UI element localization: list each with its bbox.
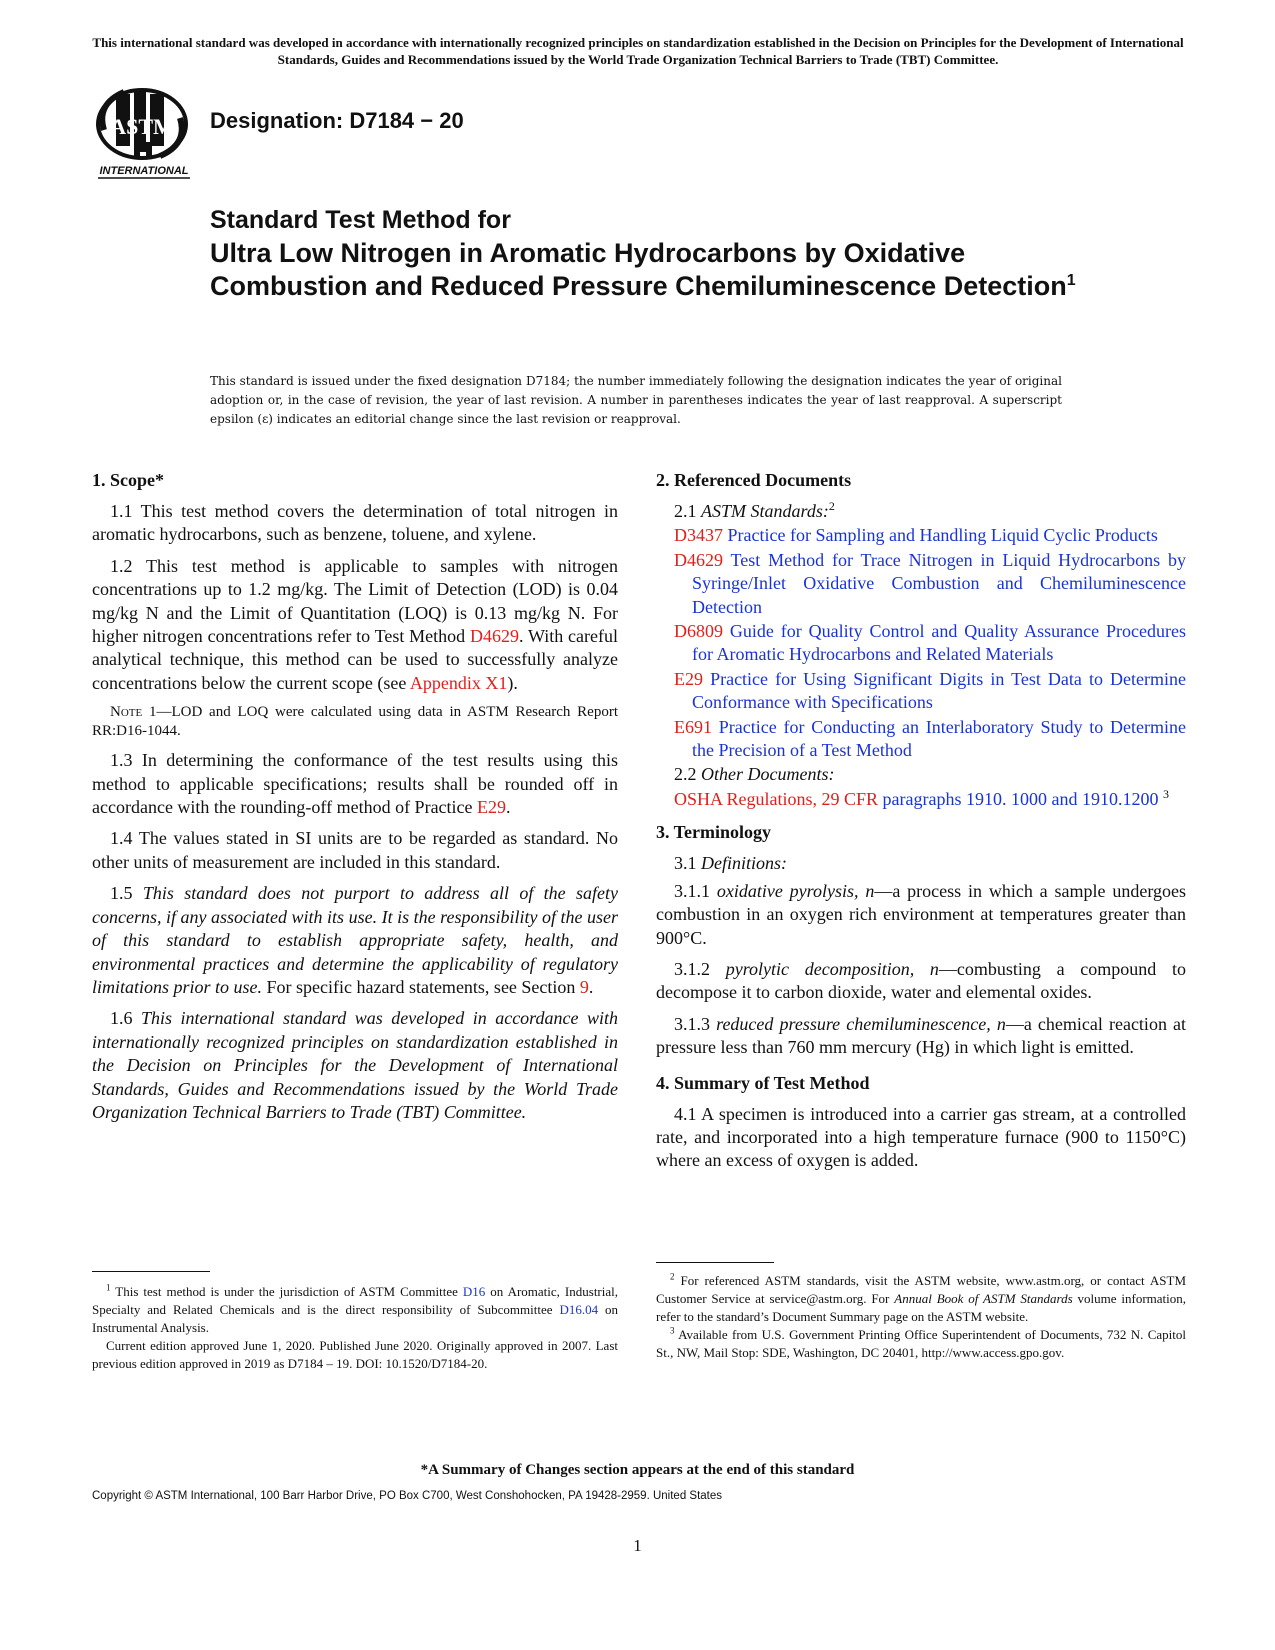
footnote-1: $^1$ This test method is under the jurisdiction of ASTM Committee D16 on Aromatic, Industrial, Specialty and Related Chemicals and is the direct responsibility of Subcommittee D16.04 on Instrumental Analysis. Current edition approved June 1, 2020. Published June 2020. Originally approved in 2007. Last previous edition approved in 2019 as D7184 – 19. DOI: 10.1520/D7184-20. [92, 1282, 619, 1371]
para-1-3: 1.3 In determining the conformance of the test results using this method to applicable specifications; results shall be rounded off in accordance with the rounding-off method of Practice E29. [92, 750, 618, 818]
ref-d3437[interactable]: D3437 Practice for Sampling and Handling Liquid Cyclic Products [674, 525, 1158, 546]
footnote-3: $^3$ Available from U.S. Government Printing Office Superintendent of Documents, 732 N. Capitol St., NW, Mail Stop: SDE, Washington, DC 20401, http://www.access.gpo.gov. [656, 1325, 1186, 1360]
section-terminology-heading: 3. Terminology [656, 822, 772, 843]
issuance-statement: This standard is issued under the fixed designation D7184; the number immediately following the designation indicates the year of original adoption or, in the case of revision, the year of last revision. A number in parentheses indicates the year of last reapproval. A superscript epsilon (ε) indicates an editorial change since the last revision or reapproval. [210, 374, 1062, 426]
footnote-1-edition: Current edition approved June 1, 2020. Published June 2020. Originally approved in 2007. Last previous edition approved in 2019 as D7184 – 19. DOI: 10.1520/D7184-20. [92, 1338, 618, 1371]
ref-osha[interactable]: OSHA Regulations, 29 CFR paragraphs 1910. 1000 and 1910.1200 $^3$ [674, 786, 1169, 809]
section-referenced-heading: 2. Referenced Documents [656, 470, 852, 490]
astm-logo-icon [94, 84, 194, 180]
ref-e691[interactable]: E691 Practice for Conducting an Interlaboratory Study to Determine the Precision of a Test Method [674, 716, 1186, 761]
link-appendix-x1[interactable]: Appendix X1 [409, 672, 508, 693]
para-1-2: 1.2 This test method is applicable to samples with nitrogen concentrations up to 1.2 mg/kg. The Limit of Detection (LOD) is 0.04 mg/kg N and the Limit of Quantitation (LOQ) is 0.13 mg/kg N. For higher nitrogen concentrations refer to Test Method D4629. With careful analytical technique, this method can be used to successfully analyze concentrations below the current scope (see Appendix X1). [92, 555, 619, 693]
note-1: Note 1—LOD and LOQ were calculated using data in ASTM Research Report RR:D16-1044. [92, 704, 618, 740]
link-d16[interactable]: D16 [462, 1284, 486, 1299]
link-section-9[interactable]: 9 [579, 976, 589, 997]
logo-international-text: INTERNATIONAL [99, 165, 189, 177]
section-scope-heading: 1. Scope* [92, 470, 164, 490]
tbt-notice: This international standard was developed in accordance with internationally recognized principles on standardization established in the Decision on Principles for the Development of International Standards, Guides and Recommendations issued by the World Trade Organization Technical Barriers to Trade (TBT) Committee. [92, 35, 1184, 67]
title-line2: Ultra Low Nitrogen in Aromatic Hydrocarbons by Oxidative Combustion and Reduced Pressure Chemiluminescence Detection$^1$ [210, 238, 1076, 301]
summary-of-changes-note: *A Summary of Changes section appears at the end of this standard [420, 1462, 855, 1478]
document-title [210, 204, 1090, 303]
link-e29[interactable]: E29 [477, 797, 507, 818]
ref-d6809[interactable]: D6809 Guide for Quality Control and Quality Assurance Procedures for Aromatic Hydrocarbons and Related Materials [674, 621, 1186, 665]
designation: Designation: D7184 − 20 [210, 108, 464, 133]
right-column [656, 469, 1186, 1181]
ref-d4629[interactable]: D4629 Test Method for Trace Nitrogen in Liquid Hydrocarbons by Syringe/Inlet Oxidative Combustion and Chemiluminescence Detection [674, 549, 1186, 617]
def-3-1-3: 3.1.3 reduced pressure chemiluminescence, n—a chemical reaction at pressure less than 760 mm mercury (Hg) in which light is emitted. [656, 1013, 1187, 1058]
definitions-subheading: 3.1 Definitions: [674, 853, 787, 874]
para-4-1: 4.1 A specimen is introduced into a carrier gas stream, at a controlled rate, and incorporated into a high temperature furnace (900 to 1150°C) where an excess of oxygen is added. [656, 1103, 1186, 1171]
ref-e29[interactable]: E29 Practice for Using Significant Digits in Test Data to Determine Conformance with Specifications [674, 668, 1186, 713]
page-number: 1 [633, 1536, 642, 1555]
para-1-1: 1.1 This test method covers the determination of total nitrogen in aromatic hydrocarbons, such as benzene, toluene, and xylene. [92, 501, 618, 545]
para-1-5: 1.5 This standard does not purport to address all of the safety concerns, if any associated with its use. It is the responsibility of the user of this standard to establish appropriate safety, health, and environmental practices and determine the applicability of regulatory limitations prior to use. For specific hazard statements, see Section 9. [92, 883, 619, 997]
astm-standards-subheading: 2.1 ASTM Standards:$^2$ [674, 499, 835, 521]
title-line1: Standard Test Method for [210, 206, 511, 234]
title-footnote-mark: 1 [1066, 272, 1076, 289]
footnote-rule-left [92, 1271, 210, 1272]
def-3-1-2: 3.1.2 pyrolytic decomposition, n—combusting a compound to decompose it to carbon dioxide, water and elemental oxides. [656, 958, 1186, 1003]
copyright: Copyright © ASTM International, 100 Barr Harbor Drive, PO Box C700, West Conshohocken, PA 19428-2959. United States [92, 1490, 723, 1502]
para-1-6: 1.6 This international standard was developed in accordance with internationally recognized principles on standardization established in the Decision on Principles for the Development of International Standards, Guides and Recommendations issued by the World Trade Organization Technical Barriers to Trade (TBT) Committee. [92, 1008, 618, 1122]
def-3-1-1: 3.1.1 oxidative pyrolysis, n—a process in which a sample undergoes combustion in an oxygen rich environment at temperatures greater than 900°C. [656, 880, 1186, 948]
svg-text:ASTM: ASTM [110, 114, 174, 139]
left-column [92, 469, 618, 1132]
link-d16-04[interactable]: D16.04 [559, 1302, 599, 1317]
astm-logo [94, 84, 194, 180]
link-d4629[interactable]: D4629 [469, 626, 519, 647]
section-summary-heading: 4. Summary of Test Method [656, 1072, 870, 1093]
footnote-2: $^2$ For referenced ASTM standards, visit the ASTM website, www.astm.org, or contact ASTM Customer Service at service@astm.org. For Annual Book of ASTM Standards volume information, refer to the standard’s Document Summary page on the ASTM website. $^3$ Available from U.S. Government Printing Office Superintendent of Documents, 732 N. Capitol St., NW, Mail Stop: SDE, Washington, DC 20401, http://www.access.gpo.gov. [656, 1271, 1187, 1360]
para-1-4: 1.4 The values stated in SI units are to be regarded as standard. No other units of measurement are included in this standard. [92, 828, 618, 872]
other-documents-subheading: 2.2 Other Documents: [674, 764, 835, 785]
footnote-rule-right [656, 1262, 774, 1263]
